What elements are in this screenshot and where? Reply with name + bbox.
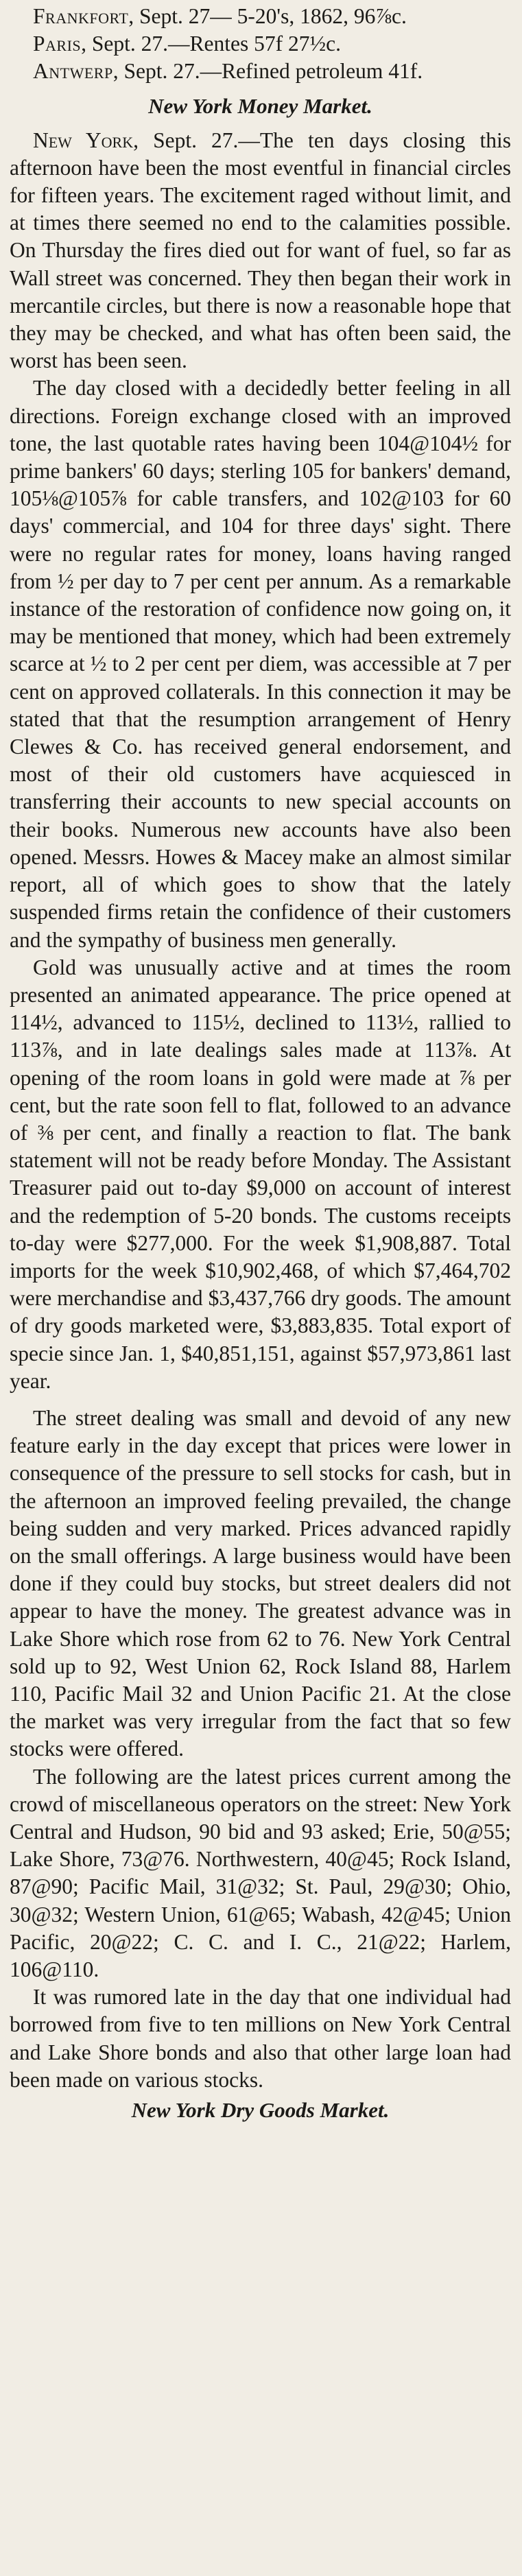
dry-goods-heading: New York Dry Goods Market.: [131, 2098, 390, 2123]
cable-frankfort: [10, 3, 511, 30]
cable-antwerp: [10, 58, 511, 85]
cable-frankfort-text: , Sept. 27— 5-20's, 1862, 96⅞c.: [128, 4, 407, 28]
dateline-place: New York: [33, 128, 134, 152]
cable-antwerp-text: , Sept. 27.—Refined petroleum 41f.: [112, 59, 423, 84]
place-paris: Paris: [33, 32, 82, 56]
money-market-paragraph-4: The street dealing was small and devoid of any new feature early in the day except that prices were lower in consequence of the pressure to sell stocks for cash, but in the afternoon an improved feeling prevailed, the change being sudden and very marked. Prices advanced rapidly on the small offerings. A large business would have been done if they could buy stocks, but street dealers did not appear to have the money. The greatest advance was in Lake Shore which rose from 62 to 76. New York Central sold up to 92, West Union 62, Rock Island 88, Harlem 110, Pacific Mail 32 and Union Pacific 21. At the close the market was very irregular from the fact that so few stocks were offered.: [10, 1405, 511, 1761]
money-market-paragraph-2: The day closed with a decidedly better feeling in all directions. Foreign exchange closed with an improved tone, the last quotable rates having been 104@104½ for prime bankers' 60 days; sterling 105 for bankers' demand, 105⅛@105⅞ for cable transfers, and 102@103 for 60 days' commercial, and 104 for three days' sight. There were no regular rates for money, loans having ranged from ½ per day to 7 per cent per annum. As a remarkable instance of the restoration of confidence now going on, it may be mentioned that money, which had been extremely scarce at ½ to 2 per cent per diem, was accessible at 7 per cent on approved collaterals. In this connection it may be stated that that the resumption arrangement of Henry Clewes & Co. has received general endorsement, and most of their old customers have acquiesced in transferring their accounts to new special accounts on their books. Numerous new accounts have also been opened. Messrs. Howes & Macey make an almost similar report, all of which goes to show that the lately suspended firms retain the confidence of their customers and the sympathy of business men generally.: [10, 376, 511, 952]
paragraph-gap: [10, 1395, 511, 1405]
paragraph-1-text: , Sept. 27.—The ten days closing this afternoon have been the most eventful in financial circles for fifteen years. The excitement raged without limit, and at times there seemed no end to the calamities possible. On Thursday the fires died out for want of fuel, so far as Wall street was concerned. They then began their work in mercantile circles, but there is now a reasonable hope that they may be checked, and what has often been said, the worst has been seen.: [10, 128, 512, 373]
money-market-paragraph-5: The following are the latest prices current among the crowd of miscellaneous operators on the street: New York Central and Hudson, 90 bid and 93 asked; Erie, 50@55; Lake Shore, 73@76. Northwestern, 40@45; Rock Island, 87@90; Pacific Mail, 31@32; St. Paul, 29@30; Ohio, 30@32; Western Union, 61@65; Wabash, 42@45; Union Pacific, 20@22; C. C. and I. C., 21@22; Harlem, 106@110.: [10, 1764, 511, 1982]
money-market-paragraph-1: [10, 127, 511, 375]
money-market-heading: New York Money Market.: [148, 93, 372, 118]
place-frankfort: Frankfort: [33, 4, 129, 28]
money-market-paragraph-3: Gold was unusually active and at times the room presented an animated appearance. The price opened at 114½, advanced to 115½, declined to 113½, rallied to 113⅞, and in late dealings sales made at 113⅞. At opening of the room loans in gold were made at ⅞ per cent, but the rate soon fell to flat, followed to an advance of ⅜ per cent, and finally a reaction to flat. The bank statement will not be ready before Monday. The Assistant Treasurer paid out to-day $9,000 on account of interest and the redemption of 5-20 bonds. The customs receipts to-day were $277,000. For the week $1,908,887. Total imports for the week $10,902,468, of which $7,464,702 were merchandise and $3,437,766 dry goods. The amount of dry goods marketed were, $3,883,835. Total export of specie since Jan. 1, $40,851,151, against $57,973,861 last year.: [10, 955, 511, 1393]
money-market-paragraph-6: It was rumored late in the day that one individual had borrowed from five to ten millions on New York Central and Lake Shore bonds and also that other large loan had been made on various stocks.: [10, 1985, 511, 2092]
place-antwerp: Antwerp: [33, 59, 113, 84]
cable-paris-text: , Sept. 27.—Rentes 57f 27½c.: [81, 32, 341, 56]
cable-paris: [10, 30, 511, 58]
